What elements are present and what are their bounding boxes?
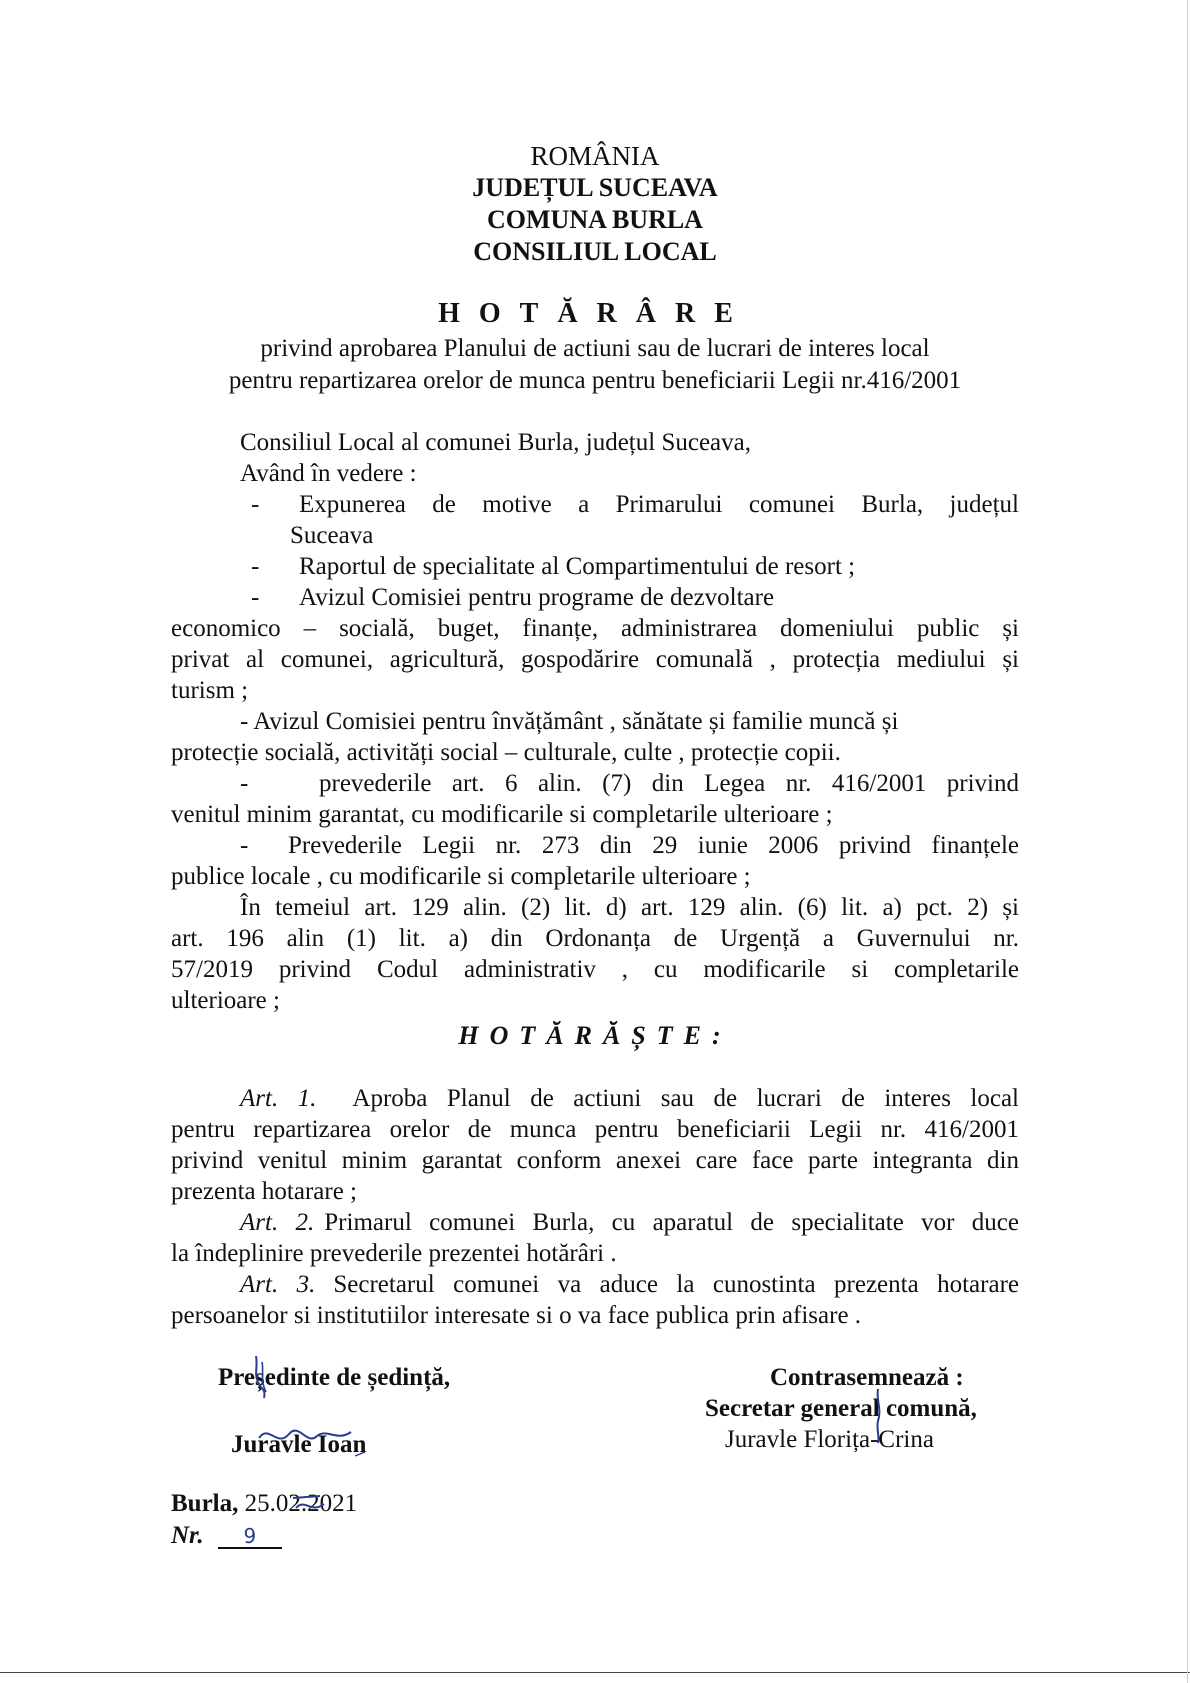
number-label: Nr.: [171, 1522, 204, 1549]
preamble-item-2-text: Raportul de specialitate al Compartimentului de resort ;: [299, 553, 856, 580]
article-1-line-4: prezenta hotarare ;: [171, 1178, 357, 1205]
preamble-item-5: [171, 768, 1019, 799]
countersign-title: Contrasemnează :: [770, 1364, 964, 1391]
preamble-item-4-cont: protecție socială, activități social – culturale, culte , protecție copii.: [171, 739, 841, 766]
legal-basis-line-2: art. 196 alin (1) lit. a) din Ordonanța de Urgență a Guvernului nr.: [171, 925, 1019, 952]
commune-name: COMUNA BURLA: [487, 205, 703, 234]
preamble-item-1-cont: Suceava: [290, 522, 374, 549]
article-3-label: Art. 3.: [240, 1271, 316, 1298]
preamble-item-3-text: Avizul Comisiei pentru programe de dezvoltare: [299, 584, 775, 611]
number-value: 9: [218, 1525, 282, 1549]
county-name: JUDEȚUL SUCEAVA: [472, 173, 718, 202]
preamble-item-6-cont: publice locale , cu modificarile si completarile ulterioare ;: [171, 863, 751, 890]
dash-bullet: -: [251, 584, 260, 611]
preamble-having: Având în vedere :: [240, 460, 417, 487]
dash-bullet: -: [251, 491, 260, 518]
article-1: [171, 1083, 1019, 1114]
preamble-intro: Consiliul Local al comunei Burla, județul Suceava,: [240, 429, 751, 456]
place-name: Burla,: [171, 1490, 239, 1517]
page-bottom-border: [0, 1672, 1190, 1673]
legal-basis-line-3: 57/2019 privind Codul administrativ , cu modificarile si completarile: [171, 956, 1019, 983]
secretary-name: Juravle Florița-Crina: [725, 1426, 934, 1453]
preamble-item-3-cont-2: privat al comunei, agricultură, gospodărire comunală , protecția mediului și: [171, 646, 1019, 673]
chair-signature-block: [218, 1362, 450, 1460]
subtitle-line-1: privind aprobarea Planului de actiuni sau de lucrari de interes local: [260, 335, 930, 362]
decision-date: 25.02.2021: [244, 1490, 358, 1517]
dash-bullet: -: [240, 770, 249, 797]
country-name: ROMÂNIA: [530, 141, 660, 171]
subtitle-line-2: pentru repartizarea orelor de munca pentru beneficiarii Legii nr.416/2001: [228, 367, 962, 394]
secretary-role: Secretar general comună,: [705, 1395, 977, 1422]
document-header: [0, 140, 1190, 268]
article-2: [171, 1207, 1019, 1238]
article-2-text: Primarul comunei Burla, cu aparatul de specialitate vor duce: [324, 1209, 1019, 1236]
article-1-text: Aproba Planul de actiuni sau de lucrari de interes local: [352, 1085, 1019, 1112]
decision-number: [171, 1520, 282, 1551]
legal-basis-line-4: ulterioare ;: [171, 987, 280, 1014]
preamble: [171, 427, 1019, 1016]
preamble-item-6: [171, 830, 1019, 861]
council-name: CONSILIUL LOCAL: [473, 237, 717, 266]
article-3-line-2: persoanelor si institutiilor interesate si o va face publica prin afisare .: [171, 1302, 862, 1329]
dash-bullet: -: [251, 553, 260, 580]
articles: [171, 1083, 1019, 1331]
chair-name: Juravle Ioan: [231, 1431, 367, 1458]
secretary-signature-block: [705, 1362, 977, 1455]
article-3: [171, 1269, 1019, 1300]
preamble-item-3-cont-3: turism ;: [171, 677, 249, 704]
dash-bullet: -: [240, 832, 249, 859]
page-right-border: [1187, 0, 1188, 1683]
preamble-item-1: [171, 489, 1019, 520]
decision-heading: HOTĂRĂȘTE:: [458, 1021, 732, 1050]
preamble-item-2: [171, 551, 1019, 582]
article-2-label: Art. 2.: [240, 1209, 315, 1236]
preamble-item-1-text: Expunerea de motive a Primarului comunei Burla, județul: [299, 491, 1019, 518]
preamble-item-5-cont: venitul minim garantat, cu modificarile si completarile ulterioare ;: [171, 801, 833, 828]
chair-title: Președinte de ședință,: [218, 1364, 451, 1391]
article-3-text: Secretarul comunei va aduce la cunostinta prezenta hotarare: [333, 1271, 1019, 1298]
legal-basis-line-1: În temeiul art. 129 alin. (2) lit. d) art. 129 alin. (6) lit. a) pct. 2) și: [240, 894, 1019, 921]
preamble-item-3: [171, 582, 1019, 613]
preamble-item-5-text: prevederile art. 6 alin. (7) din Legea nr. 416/2001 privind: [319, 770, 1019, 797]
preamble-item-6-text: Prevederile Legii nr. 273 din 29 iunie 2006 privind finanțele: [288, 832, 1019, 859]
document-title: HOTĂRÂRE: [438, 298, 752, 329]
place-date: [171, 1488, 357, 1519]
article-1-line-2: pentru repartizarea orelor de munca pentru beneficiarii Legii nr. 416/2001: [171, 1116, 1019, 1143]
document-subtitle: [0, 333, 1190, 397]
article-1-line-3: privind venitul minim garantat conform anexei care face parte integranta din: [171, 1147, 1019, 1174]
article-1-label: Art. 1.: [240, 1085, 317, 1112]
preamble-item-4: - Avizul Comisiei pentru învățământ , sănătate și familie muncă și: [240, 708, 899, 735]
preamble-item-3-cont-1: economico – socială, buget, finanțe, administrarea domeniului public și: [171, 615, 1019, 642]
article-2-line-2: la îndeplinire prevederile prezentei hotărâri .: [171, 1240, 617, 1267]
